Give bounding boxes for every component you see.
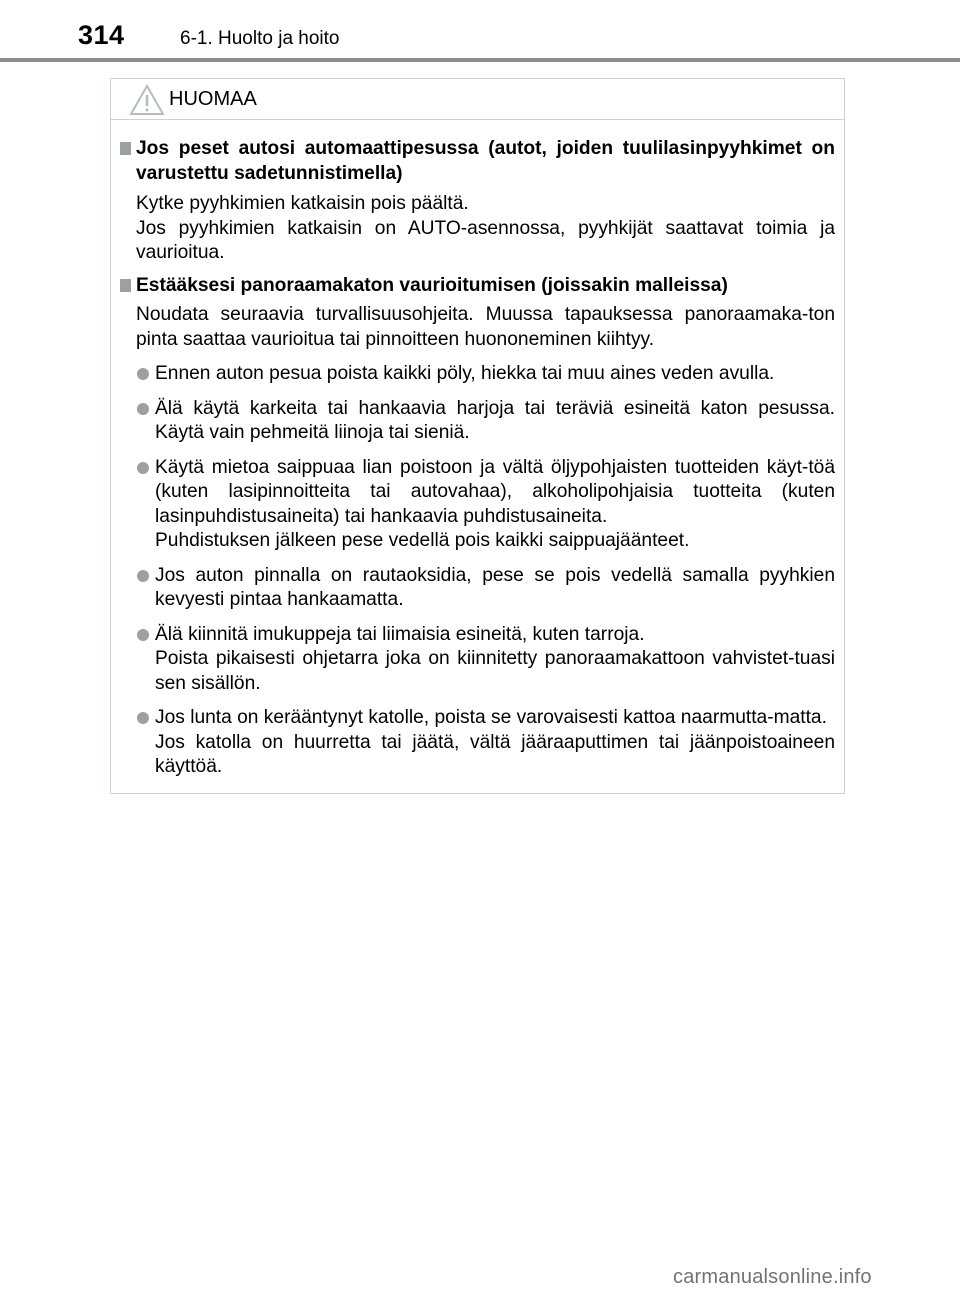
notice-header <box>111 79 844 120</box>
paragraph-line: Kytke pyyhkimien katkaisin pois päältä. <box>136 193 469 214</box>
list-item-text: Jos lunta on kerääntynyt katolle, poista se varovaisesti kattoa naarmutta-matta. <box>155 707 827 728</box>
round-bullet-icon <box>137 629 149 641</box>
list-item <box>136 456 835 554</box>
paragraph-line: Jos pyyhkimien katkaisin on AUTO-asennossa, pyyhkijät saattavat toimia ja vaurioitua. <box>136 217 835 263</box>
header-divider <box>0 58 960 62</box>
list-item-text: Ennen auton pesua poista kaikki pöly, hiekka tai muu aines veden avulla. <box>155 363 775 384</box>
site-watermark: carmanualsonline.info <box>673 1266 872 1288</box>
page-header <box>0 0 960 64</box>
warning-triangle-icon <box>129 84 165 116</box>
subsection-heading: Estääksesi panoraamakaton vaurioitumisen (joissakin malleissa) <box>136 274 728 296</box>
round-bullet-icon <box>137 368 149 380</box>
list-item-text: Jos katolla on huurretta tai jäätä, vältä jääraaputtimen tai jäänpoistoaineen käyttöä. <box>155 731 835 777</box>
square-bullet-icon <box>120 279 131 292</box>
list-item-text: Jos auton pinnalla on rautaoksidia, pese se pois vedellä samalla pyyhkien kevyesti pintaa hankaamatta. <box>155 564 835 610</box>
page-number: 314 <box>78 20 125 50</box>
notice-body <box>111 120 844 780</box>
paragraph-intro: Noudata seuraavia turvallisuusohjeita. Muussa tapauksessa panoraamaka-ton pinta saattaa vaurioitua tai pinnoitteen huononeminen kiihtyy. <box>136 304 835 350</box>
notice-title: HUOMAA <box>169 88 257 110</box>
list-item <box>136 362 835 387</box>
round-bullet-icon <box>137 712 149 724</box>
subsection-panoramic-roof <box>120 274 835 780</box>
list-item-text: Käytä mietoa saippuaa lian poistoon ja vältä öljypohjaisten tuotteiden käyt-töä (kuten lasipinnoitteita tai autovahaa), alkoholipohjaisia tuotteita (kuten lasinpuhdistusaineita) tai hankaavia puhdistusaineita. <box>155 456 835 527</box>
notice-box <box>110 78 845 794</box>
subsection-car-wash <box>120 137 835 266</box>
subsection-heading: Jos peset autosi automaattipesussa (autot, joiden tuulilasinpyyhkimet on varustettu sadetunnistimella) <box>136 138 835 184</box>
list-item <box>136 397 835 446</box>
list-item-text: Poista pikaisesti ohjetarra joka on kiinnitetty panoraamakattoon vahvistet-tuasi sen sisällön. <box>155 648 835 694</box>
round-bullet-icon <box>137 570 149 582</box>
list-item <box>136 564 835 613</box>
list-item <box>136 623 835 697</box>
list-item-text: Älä kiinnitä imukuppeja tai liimaisia esineitä, kuten tarroja. <box>155 623 645 645</box>
round-bullet-icon <box>137 403 149 415</box>
list-item-text: Älä käytä karkeita tai hankaavia harjoja tai teräviä esineitä katon pesussa. Käytä vain pehmeitä liinoja tai sieniä. <box>155 397 835 443</box>
round-bullet-icon <box>137 462 149 474</box>
square-bullet-icon <box>120 142 131 155</box>
section-title: 6-1. Huolto ja hoito <box>180 28 340 49</box>
list-item-text: Puhdistuksen jälkeen pese vedellä pois kaikki saippuajäänteet. <box>155 530 690 551</box>
list-item <box>136 706 835 780</box>
